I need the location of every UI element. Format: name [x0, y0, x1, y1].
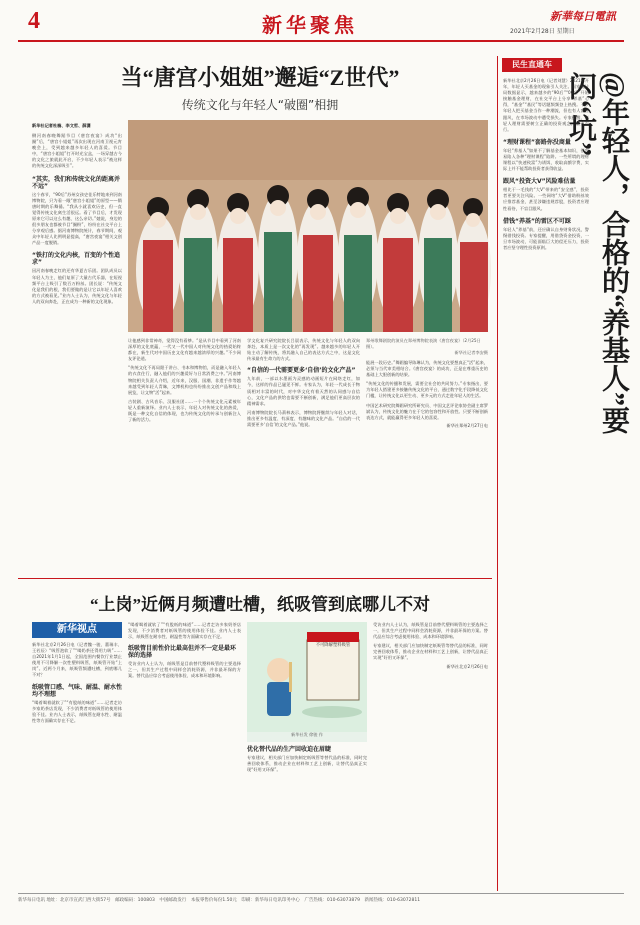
right-intro: 新华社北京2月26日电（记者刘慧）2021年开年，年轻人买基金的现象引人关注。国家统计局数据显示，越来越多的“90后”“00后”开始接触基金理财，在社交平台上分享“养基”心得，“基金”“基民”等话题频频登上热搜。不少年轻人把买基金当作一种潮流，但也有人盲目跟风，在市场波动中遭受损失。专家提醒，年轻人理财需要树立正确的投资观念，量力而行。	[503, 78, 589, 132]
lower-divider	[18, 578, 492, 579]
right-body-3: 年轻人“养基”前，还应确认自身财务状况，警惕借钱投资。专家提醒，用借贷资金投资，一旦市场波动，可能面临巨大的偿还压力，投资者应坚守理性投资原则。	[503, 226, 589, 250]
lead-byline: 新华社记者杜楠、李文哲、薛潇	[32, 123, 91, 128]
lead-photo	[128, 120, 488, 332]
right-column-rule	[497, 56, 498, 891]
cartoon-sign: 不可降解塑料吸管	[315, 643, 351, 648]
lead-end-note: 新华社郑州2月27日电	[446, 422, 488, 428]
lead-column-2	[128, 338, 241, 571]
lead-col2-para-2: “传统文化不再局限于讲台、书本和博物馆，而是融入年轻人的衣食住行，融入他们的兴趣爱好与日常消费之中。”河南博物院相关负责人介绍，近年来，汉服、国潮、非遗手作等越来越受到年轻人青睐，文博机构也纷纷推出文创产品和线上展览，让文物“活”起来。	[128, 365, 241, 395]
lower-column-1	[32, 642, 122, 887]
lead-col3-heading: “自信的一代需要更多‘自信’的文化产品”	[247, 367, 356, 375]
lower-column-2	[128, 622, 241, 887]
lower-heading-1: 纸吸管口感、气味、耐温、耐水性均不理想	[32, 683, 123, 698]
footer-text: 新华每日电讯 地址：北京市宣武门西大街57号 邮政编码：100803 中国邮政发行 本报零售价每份1.50元 印刷：新华每日电讯印务中心 广告热线：010-63073879 新闻热线：010-63072811	[18, 898, 421, 903]
cartoon-drawing	[247, 622, 367, 732]
lower-column-3	[247, 746, 367, 887]
brand-logo: 新華每日電訊	[550, 10, 616, 23]
photo-caption: 郑州歌舞剧院的演员在郑州博物院表演《唐宫夜宴》（2月25日摄）。	[366, 338, 481, 349]
lower-heading-2: 纸吸管目前性价比最高但并不一定是最环保的选择	[128, 645, 237, 660]
lead-col4-para-1: 能展一段历史。”舞蹈编导陈琳认为，传统文化要想真正“活”起来，必须与当代审美相结合。《唐宫夜宴》的成功，正是在尊重历史的基础上大胆创新的结果。	[366, 360, 488, 378]
right-heading-3: 借钱“养基”的雷区不可踩	[503, 217, 571, 225]
lead-col2-para-1: 让他感到非常神奇，觉得没有看够。“是从节目中看到了河南深厚的文化底蕴，一代又一代中国人对传统文化的热爱始终都在，新生代对中国历史文化有越来越浓厚的兴趣。”不少网友评论道。	[128, 338, 241, 362]
lower-body-1: “喝着喝着就软了”“有股纸的味道”……记者走访多家奶茶店发现，不少消费者对纸吸管的使用体验不佳。业内人士表示，纸吸管在耐水性、耐温性等方面确实存在不足。	[32, 699, 122, 723]
lead-section-heading-1: “其实，我们和传统文化的距离并不远”	[32, 175, 120, 190]
footer-rule	[18, 893, 624, 894]
lower-headline: “上岗”近俩月频遭吐槽，纸吸管到底哪儿不对	[90, 595, 430, 614]
lower-column-tag-label: 新华视点	[57, 624, 97, 635]
photo-credit: 新华社记者李安摄	[454, 350, 488, 355]
lead-subheadline: 传统文化与年轻人“破圈”相拥	[181, 98, 339, 112]
dancers-illustration	[128, 120, 488, 332]
lead-col3-para-2: 九年前，一部以水墨画为灵感的动画短片在网络走红，如今，这样的作品已屡见不鲜。专家认为，年轻一代成长于物质相对丰富的时代，对中华文化有着天然的认同感与自信心，文化产品的供给也需要不断创新，满足他们更高层次的精神需求。	[247, 376, 360, 406]
lead-column-1	[32, 133, 122, 571]
lead-column-4	[366, 338, 488, 571]
right-body-1: 年轻“养基人”如果不了解基金基本知识，很容易陷入各种“理财课程”陷阱。一些所谓的理财课程以“快速致富”为诱饵，收取高额学费，实际上并不能帮助投资者获得收益。	[503, 147, 589, 172]
lead-headline: 当“唐宫小姐姐”邂逅“Z世代”	[120, 65, 400, 90]
lower-body-2: 受访业内人士认为，纸吸管是目前替代塑料吸管的主要选择之一，但其生产过程中同样会消耗资源，并非最环保的方案。替代品应综合考虑使用体验、成本和环境影响。	[128, 661, 241, 679]
lower-end-note: 新华社北京2月26日电	[446, 663, 488, 669]
right-heading-1: “理财课程”套路你没商量	[503, 138, 571, 146]
right-headline: @年轻人，合格的“养基人”要闪“坑”	[565, 72, 629, 435]
lead-intro: 侧河南春晚舞蹈节目《唐宫夜宴》成功“出圈”后，“唐宫小姐姐”再次出现在河南卫视元宵晚会上，受到越来越多年轻人的喜爱。节目中，“唐宫小姐姐”打开时光宝盒，一场穿越古今的文化之旅就此开启，不少年轻人表示“被这样的传统文化深深吸引”。	[32, 133, 122, 169]
cartoon	[247, 622, 367, 742]
cartoon-credit: 新华社发 徐骏 作	[291, 732, 323, 737]
lower-col4-para-2: 专家建议，相关部门应加快制定纸吸管等替代品的标准，同时完善回收体系，推动企业在材料和工艺上创新，让替代品真正实现“好用又环保”。	[373, 643, 488, 661]
column-tag-label: 民生直通车	[512, 60, 552, 69]
lower-heading-3: 优化替代品的生产回收迫在眉睫	[247, 746, 332, 753]
lower-intro: 新华社北京2月26日电（记者魏一骏、董瑞丰、王若辰）“吸管泡软了”“喝奶茶还得用力吸”……自2021年1月1日起，全国范围内餐饮行业禁止使用不可降解一次性塑料吸管，纸吸管开始“上岗”。近两个月来，纸吸管频遭吐槽，到底哪儿不对？	[32, 642, 122, 678]
lead-col4-para-3: 中国艺术研究院舞蹈研究所研究员、中国文艺评论家协会副主席罗斌认为，传统文化的魅力在于它的包容性和开放性。只要不断创新表达方式，就能赢得更多年轻人的喜爱。	[366, 402, 488, 420]
right-heading-2: 跟风“投资大V”风险难估量	[503, 178, 576, 186]
page-number: 4	[28, 8, 40, 34]
right-column-text	[503, 78, 589, 890]
lead-section-body-2: 因河南春晚走红的还有华夏古乐团。团队成员以年轻人为主，他们复原了大量古代乐器，在短视频平台上吸引了数百万粉丝。团长说：“传统文化是我们的根，我们要做的是让它以年轻人喜欢的方式被看见。”业内人士认为，传统文化与年轻人的双向奔赴，正在成为一种新的文化现象。	[32, 268, 122, 304]
lead-col4-para-2: “传统文化的传播和发展，需要全社会的共同努力。”专家指出，要为年轻人搭建更多接触传统文化的平台，通过数字化手段降低文化门槛，让传统文化以更生动、更多元的方式走进年轻人的生活。	[366, 381, 488, 399]
page-header	[0, 0, 640, 42]
header-rule	[18, 40, 624, 42]
lead-column-3	[247, 338, 360, 571]
right-body-2: 相比于一毛钱的“大V”带来的“安全感”，投资者更要关注风险。一些网络“大V”借助粉丝效应推荐基金，甚至涉嫌违规荐股，投资者应理性看待，不盲目跟风。	[503, 187, 589, 211]
lead-col2-para-3: 古装剧、古风音乐、汉服社团……一个个传统文化元素被年轻人重新演绎。业内人士表示，年轻人对传统文化的热爱，既是一种文化自信的体现，也为传统文化的传承与创新注入了新的活力。	[128, 398, 241, 423]
lead-col3-para-3: 河南博物院院长马萧林表示，博物院将继续与年轻人对话，推出更多有温度、有深度、有趣味的文化产品。“自信的一代需要更多‘自信’的文化产品。”他说。	[247, 409, 360, 428]
lower-col2-filler: “喝着喝着就软了”“有股纸的味道”……记者走访多家奶茶店发现，不少消费者对纸吸管的使用体验不佳。业内人士表示，纸吸管在耐水性、耐温性等方面确实存在不足。	[128, 622, 241, 640]
issue-date: 2021年2月28日 星期日	[510, 28, 575, 35]
section-title: 新华聚焦	[262, 13, 358, 37]
lower-column-4	[373, 622, 488, 887]
lower-body-3: 专家建议，相关部门应加快制定纸吸管等替代品的标准，同时完善回收体系，推动企业在材料和工艺上创新，让替代品真正实现“好用又环保”。	[247, 755, 367, 773]
lower-col4-para-1: 受访业内人士认为，纸吸管是目前替代塑料吸管的主要选择之一，但其生产过程中同样会消耗资源，并非最环保的方案。替代品应综合考虑使用体验、成本和环境影响。	[373, 622, 488, 640]
lead-col3-para-1: 学文化复兴研究院院长吕晨表示，传统文化与年轻人的双向奔赴，本质上是一次文化的“再发现”。越来越多的年轻人开始主动了解传统，将其融入自己的表达方式之中，这是文化传承最有生命力的方式。	[247, 338, 360, 362]
column-tag	[502, 58, 562, 72]
lower-column-tag	[32, 622, 122, 638]
lead-section-heading-2: “铁打的文化内核，百变的个性追求”	[32, 252, 120, 267]
lead-section-body-1: 这个春节，“90后”苏州女孩史佳乐特地来到河南博物院，只为看一眼“唐宫小姐姐”的原型——隋唐时期的乐舞俑。“我从小就喜欢历史，但一直觉得传统文化离生活很远。看了节目后，才发现原来它可以这么有趣、这么亲切。”她说，身边的很多朋友也都被节目“圈粉”，纷纷在社交平台上分享观后感。据河南博物院统计，春节期间，观众中年轻人比例明显提高，“唐宫夜宴”相关文创产品一度脱销。	[32, 191, 122, 246]
